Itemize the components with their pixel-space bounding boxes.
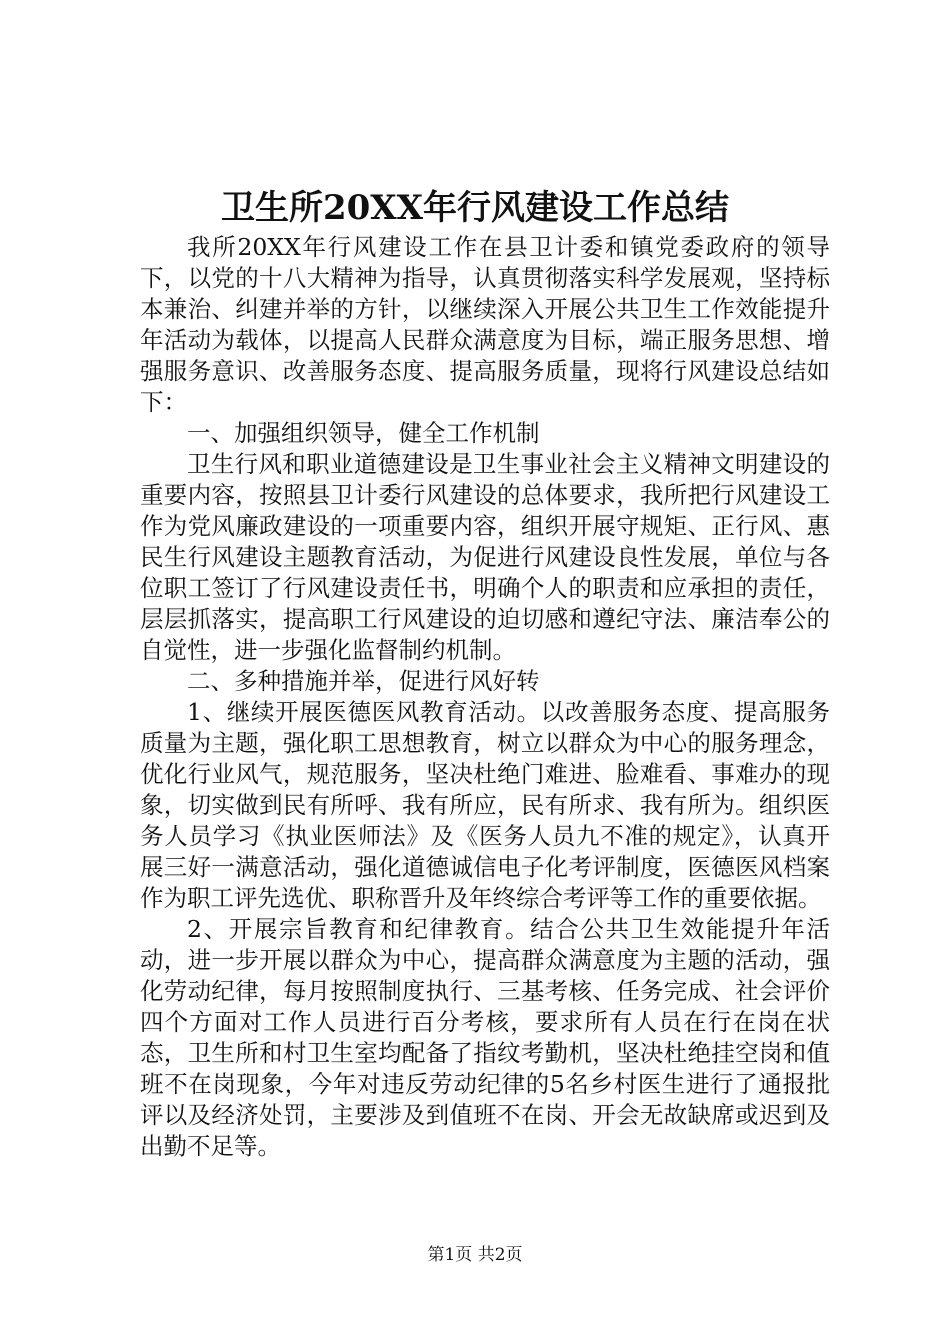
section-heading-1: 一、加强组织领导，健全工作机制	[187, 419, 540, 447]
paragraph-intro: 我所20XX年行风建设工作在县卫计委和镇党委政府的领导下，以党的十八大精神为指导，认真贯彻落实科学发展观，坚持标本兼治、纠建并举的方针，以继续深入开展公共卫生工作效能提升年活动为载体，以提高人民群众满意度为目标，端正服务思想、增强服务意识、改善服务态度、提高服务质量，现将行风建设总结如下：	[140, 233, 830, 416]
section-heading-2: 二、多种措施并举，促进行风好转	[187, 667, 540, 695]
paragraph-section-1: 卫生行风和职业道德建设是卫生事业社会主义精神文明建设的重要内容，按照县卫计委行风建设的总体要求，我所把行风建设工作为党风廉政建设的一项重要内容，组织开展守规矩、正行风、惠民生行风建设主题教育活动，为促进行风建设良性发展，单位与各位职工签订了行风建设责任书，明确个人的职责和应承担的责任，层层抓落实，提高职工行风建设的迫切感和遵纪守法、廉洁奉公的自觉性，进一步强化监督制约机制。	[140, 450, 830, 664]
document-title: 卫生所20XX年行风建设工作总结	[220, 188, 730, 228]
paragraph-item-2: 2、开展宗旨教育和纪律教育。结合公共卫生效能提升年活动，进一步开展以群众为中心，提高群众满意度为主题的活动，强化劳动纪律，每月按照制度执行、三基考核、任务完成、社会评价四个方面对工作人员进行百分考核，要求所有人员在行在岗在状态，卫生所和村卫生室均配备了指纹考勤机，坚决杜绝挂空岗和值班不在岗现象，今年对违反劳动纪律的5名乡村医生进行了通报批评以及经济处罚，主要涉及到值班不在岗、开会无故缺席或迟到及出勤不足等。	[140, 915, 830, 1160]
document-body	[140, 232, 830, 1162]
page-footer: 第1页 共2页	[427, 1245, 523, 1265]
paragraph-item-1: 1、继续开展医德医风教育活动。以改善服务态度、提高服务质量为主题，强化职工思想教育，树立以群众为中心的服务理念，优化行业风气，规范服务，坚决杜绝门难进、脸难看、事难办的现象，切实做到民有所呼、我有所应，民有所求、我有所为。组织医务人员学习《执业医师法》及《医务人员九不准的规定》，认真开展三好一满意活动，强化道德诚信电子化考评制度，医德医风档案作为职工评先选优、职称晋升及年终综合考评等工作的重要依据。	[140, 698, 830, 912]
